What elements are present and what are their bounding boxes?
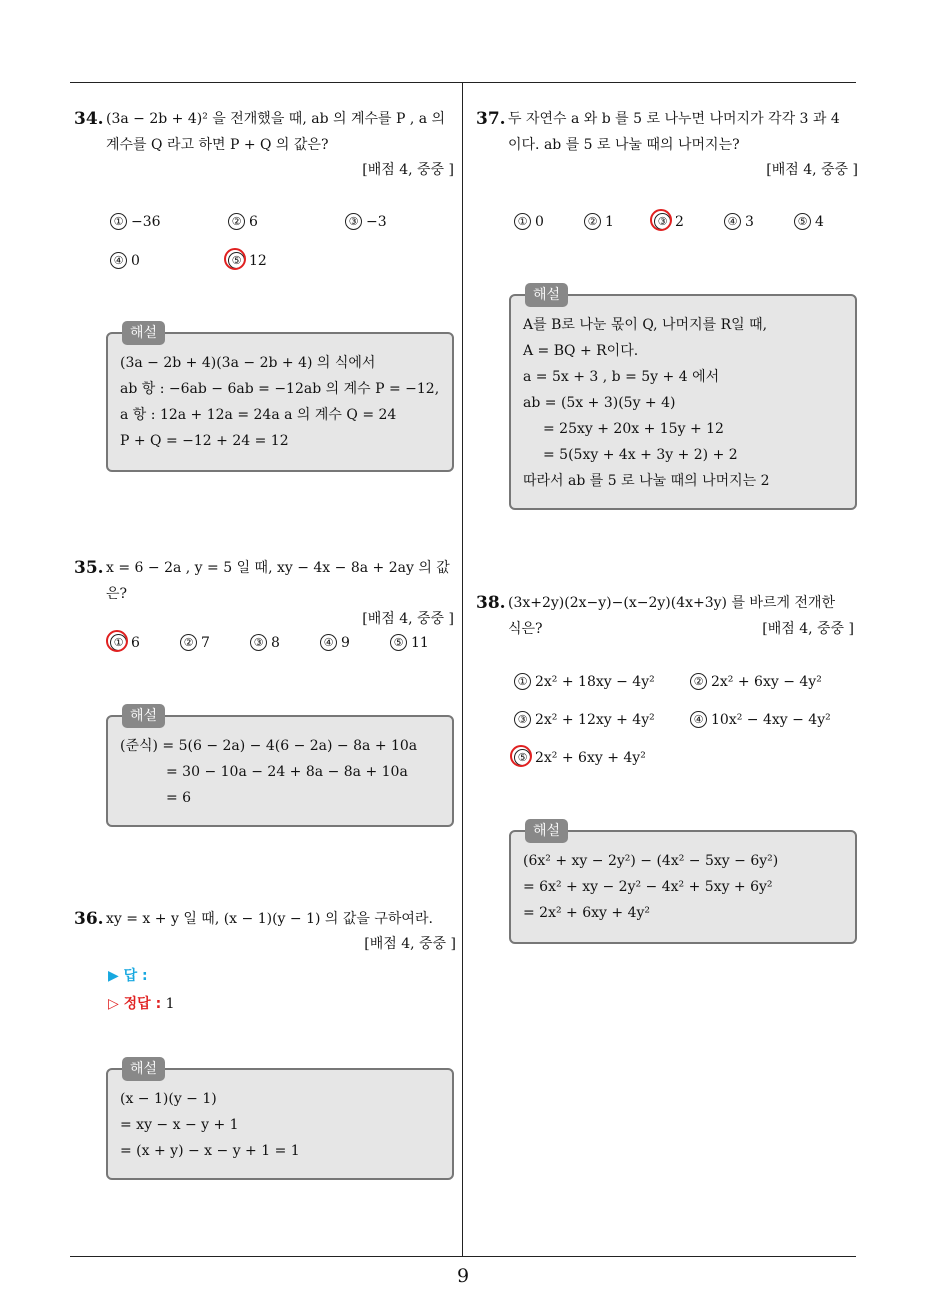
solution-line: = (x + y) − x − y + 1 = 1 [120,1143,300,1159]
option-5-selected[interactable]: ⑤ 12 [228,252,267,269]
option-1[interactable]: ① 2x² + 18xy − 4y² [514,673,655,690]
option-4[interactable]: ④ 9 [320,634,350,651]
option-3[interactable]: ③ −3 [345,213,387,230]
option-3[interactable]: ③ 2x² + 12xy + 4y² [514,711,655,728]
question-text-line2: 식은? [508,621,543,637]
solution-line: P + Q = −12 + 24 = 12 [120,433,289,449]
correct-value: 1 [165,996,175,1012]
score-label: [배점 4, 중중 ] [364,936,456,952]
option-2[interactable]: ② 6 [228,213,258,230]
page-number: 9 [456,1265,470,1287]
question-35 [74,555,454,631]
solution-line: = 2x² + 6xy + 4y² [523,905,650,921]
question-text-line2: 이다. ab 를 5 로 나눌 때의 나머지는? [508,137,740,153]
solution-line: ab 항 : −6ab − 6ab = −12ab 의 계수 P = −12, [120,381,440,397]
solution-box [509,823,857,944]
solution-line: (준식) = 5(6 − 2a) − 4(6 − 2a) − 8a + 10a [120,738,418,754]
score-label: [배점 4, 중중 ] [362,162,454,178]
solution-box [106,1061,454,1180]
column-divider [462,83,463,1257]
selection-circle-icon [106,630,128,652]
solution-line: a 항 : 12a + 12a = 24a a 의 계수 Q = 24 [120,407,397,423]
solution-line: = xy − x − y + 1 [120,1117,239,1133]
solution-line: (x − 1)(y − 1) [120,1091,217,1107]
question-38 [476,590,854,642]
option-2[interactable]: ② 1 [584,213,614,230]
selection-circle-icon [224,248,246,270]
question-number: 35. [74,558,104,578]
option-3-selected[interactable]: ③ 2 [654,213,684,230]
question-text-line1: (3a − 2b + 4)² 을 전개했을 때, ab 의 계수를 P , a 의 [106,111,446,127]
question-text-line1: 두 자연수 a 와 b 를 5 로 나누면 나머지가 각각 3 과 4 [508,111,840,127]
option-1-selected[interactable]: ① 6 [110,634,140,651]
question-number: 36. [74,909,104,929]
solution-line: A를 B로 나눈 몫이 Q, 나머지를 R일 때, [523,317,768,333]
option-2[interactable]: ② 2x² + 6xy − 4y² [690,673,822,690]
question-text-line2: 계수를 Q 라고 하면 P + Q 의 값은? [106,137,329,153]
solution-box [106,708,454,827]
solution-line: A = BQ + R이다. [523,343,639,359]
selection-circle-icon [510,745,532,767]
solution-line: = 25xy + 20x + 15y + 12 [543,421,724,437]
solution-line: = 30 − 10a − 24 + 8a − 8a + 10a [166,764,408,780]
score-label: [배점 4, 중중 ] [362,611,454,627]
solution-tab: 해설 [525,283,568,307]
question-text-line1: (3x+2y)(2x−y)−(x−2y)(4x+3y) 를 바르게 전개한 [508,595,836,611]
solution-line: ab = (5x + 3)(5y + 4) [523,395,676,411]
question-text-line1: xy = x + y 일 때, (x − 1)(y − 1) 의 값을 구하여라. [106,911,433,927]
option-5-selected[interactable]: ⑤ 2x² + 6xy + 4y² [514,749,646,766]
option-2[interactable]: ② 7 [180,634,210,651]
option-5[interactable]: ⑤ 4 [794,213,824,230]
solution-box [509,287,857,510]
option-4[interactable]: ④ 10x² − 4xy − 4y² [690,711,831,728]
question-number: 38. [476,593,506,613]
question-number: 37. [476,109,506,129]
solution-tab: 해설 [525,819,568,843]
question-34 [74,106,454,182]
correct-answer [108,993,175,1013]
solution-line: (6x² + xy − 2y²) − (4x² − 5xy − 6y²) [523,853,779,869]
score-label: [배점 4, 중중 ] [766,162,858,178]
option-5[interactable]: ⑤ 11 [390,634,429,651]
option-1[interactable]: ① −36 [110,213,161,230]
selection-circle-icon [650,209,672,231]
option-4[interactable]: ④ 3 [724,213,754,230]
solution-line: (3a − 2b + 4)(3a − 2b + 4) 의 식에서 [120,355,376,371]
question-text-line1: x = 6 − 2a , y = 5 일 때, xy − 4x − 8a + 2ay 의 값은? [106,560,450,602]
solution-line: a = 5x + 3 , b = 5y + 4 에서 [523,369,720,385]
score-label: [배점 4, 중중 ] [762,621,854,637]
bottom-rule [70,1256,856,1257]
solution-line: = 5(5xy + 4x + 3y + 2) + 2 [543,447,738,463]
solution-box [106,325,454,472]
top-rule [70,82,856,83]
option-3[interactable]: ③ 8 [250,634,280,651]
solution-tab: 해설 [122,1057,165,1081]
option-4[interactable]: ④ 0 [110,252,140,269]
solution-line: = 6x² + xy − 2y² − 4x² + 5xy + 6y² [523,879,773,895]
correct-label: ▷ 정답 : [108,996,162,1012]
question-37 [476,106,858,182]
answer-label: ▶ 답 : [108,968,148,984]
question-36 [74,906,456,956]
solution-tab: 해설 [122,321,165,345]
question-number: 34. [74,109,104,129]
solution-tab: 해설 [122,704,165,728]
solution-line: 따라서 ab 를 5 로 나눌 때의 나머지는 2 [523,473,770,489]
option-1[interactable]: ① 0 [514,213,544,230]
solution-line: = 6 [166,790,192,806]
